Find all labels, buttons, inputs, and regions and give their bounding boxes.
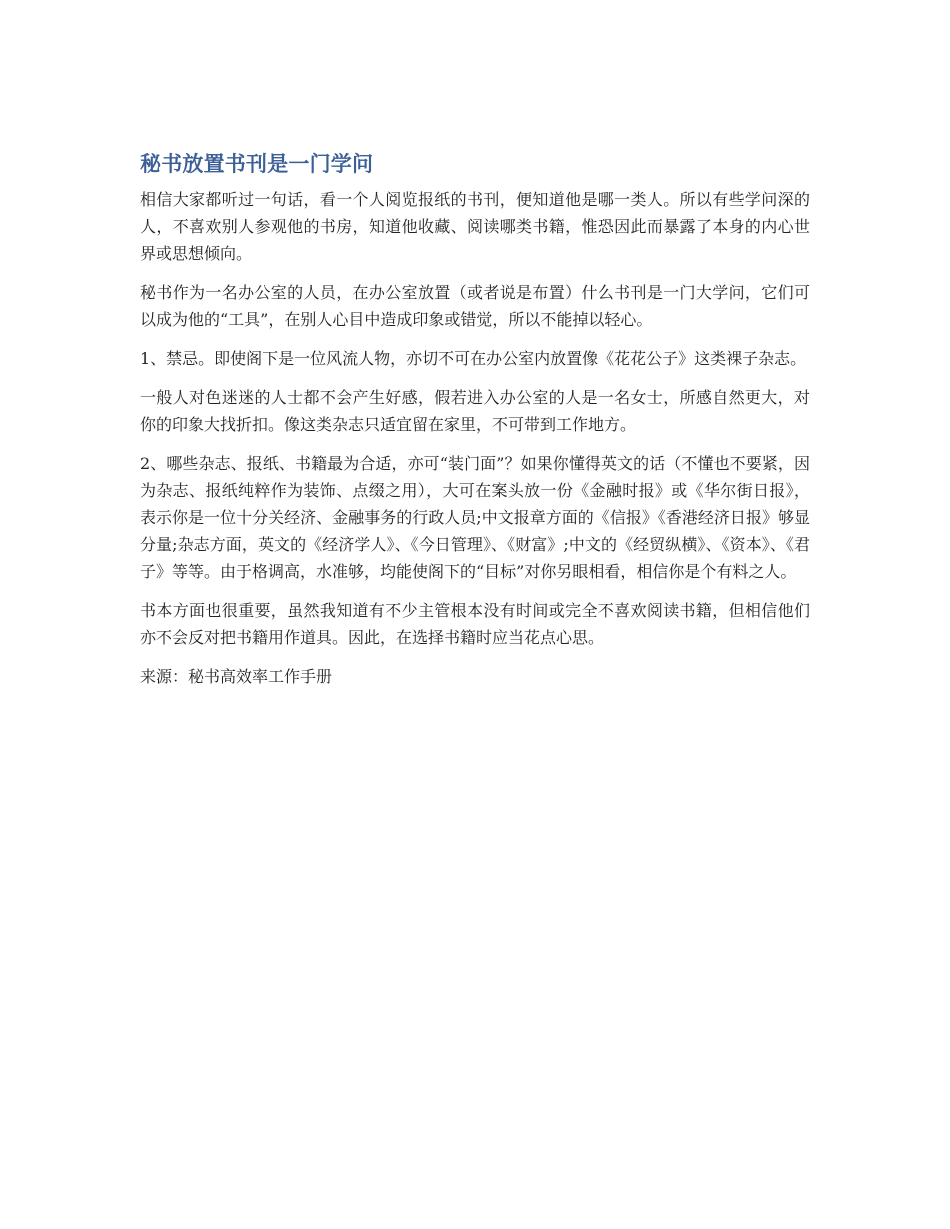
- paragraph-impression: 一般人对色迷迷的人士都不会产生好感，假若进入办公室的人是一名女士，所感自然更大，对你的印象大找折扣。像这类杂志只适宜留在家里，不可带到工作地方。: [140, 388, 810, 434]
- document-page: [140, 148, 810, 702]
- paragraph-books: 书本方面也很重要，虽然我知道有不少主管根本没有时间或完全不喜欢阅读书籍，但相信他们亦不会反对把书籍用作道具。因此，在选择书籍时应当花点心思。: [140, 601, 810, 647]
- paragraph-secretary-role: 秘书作为一名办公室的人员，在办公室放置（或者说是布置）什么书刊是一门大学问，它们可以成为他的“工具”，在别人心目中造成印象或错觉，所以不能掉以轻心。: [140, 283, 810, 329]
- source-note: 来源：秘书高效率工作手册: [140, 667, 333, 686]
- paragraph-intro: 相信大家都听过一句话，看一个人阅览报纸的书刊，便知道他是哪一类人。所以有些学问深的人，不喜欢别人参观他的书房，知道他收藏、阅读哪类书籍，惟恐因此而暴露了本身的内心世界或思想倾向。: [140, 190, 810, 263]
- document-title: 秘书放置书刊是一门学问: [140, 152, 374, 176]
- paragraph-suitable-publications: 2、哪些杂志、报纸、书籍最为合适，亦可“装门面”？如果你懂得英文的话（不懂也不要紧，因为杂志、报纸纯粹作为装饰、点缀之用），大可在案头放一份《金融时报》或《华尔街日报》，表示你是一位十分关经济、金融事务的行政人员;中文报章方面的《信报》《香港经济日报》够显分量;杂志方面，英文的《经济学人》、《今日管理》、《财富》;中文的《经贸纵横》、《资本》、《君子》等等。由于格调高，水准够，均能使阁下的“目标”对你另眼相看，相信你是个有料之人。: [140, 454, 810, 581]
- paragraph-taboo: 1、禁忌。即使阁下是一位风流人物，亦切不可在办公室内放置像《花花公子》这类裸子杂志。: [140, 349, 807, 368]
